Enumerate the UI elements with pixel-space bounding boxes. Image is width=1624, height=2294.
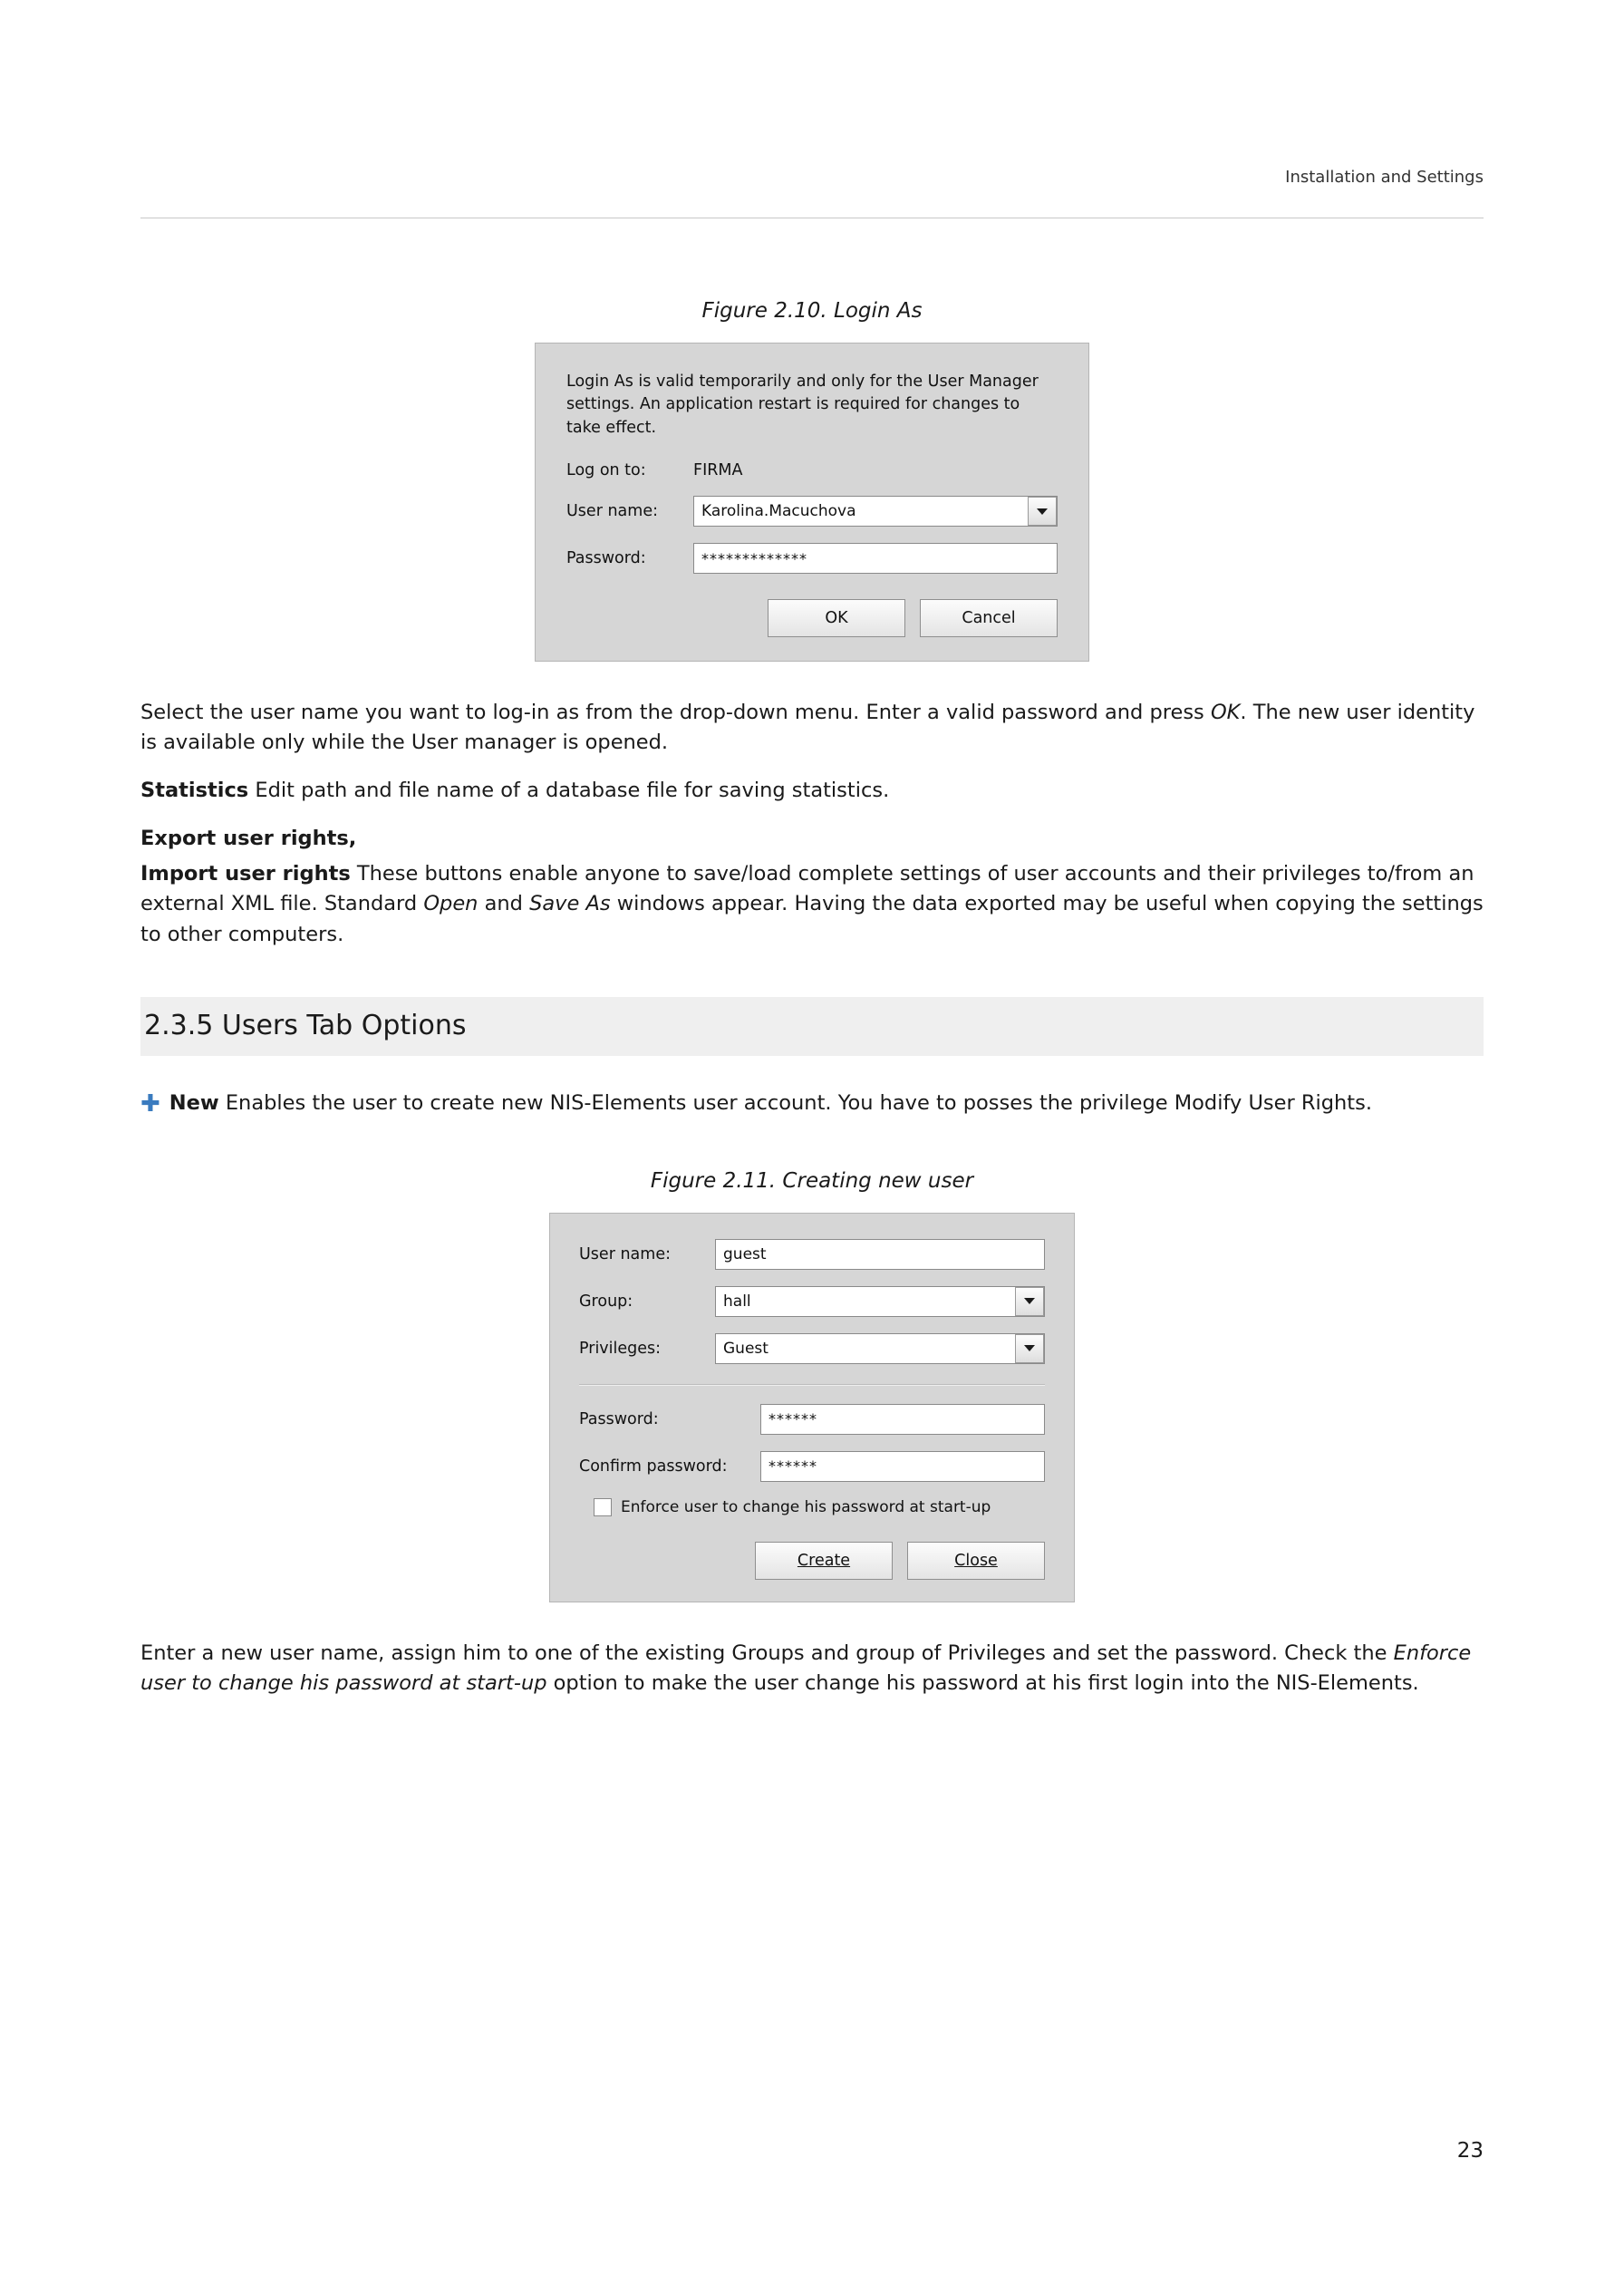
new-user-dialog — [549, 1213, 1075, 1602]
login-as-note: Login As is valid temporarily and only for the User Manager settings. An application restart is required for changes to take effect. — [566, 373, 1039, 437]
group-value: hall — [723, 1292, 751, 1311]
enforce-password-change-row[interactable] — [579, 1498, 1045, 1516]
confirm-password-value: ****** — [768, 1457, 817, 1476]
paragraph-export-label: Export user rights, — [140, 827, 357, 851]
close-button[interactable]: Close — [907, 1542, 1045, 1580]
login-as-dialog — [535, 343, 1089, 662]
password-row — [566, 543, 1058, 574]
login-as-buttons — [566, 599, 1058, 637]
confirm-password-row — [579, 1451, 1045, 1482]
new-password-label: Password: — [579, 1409, 659, 1428]
new-user-buttons — [579, 1542, 1045, 1580]
section-heading: 2.3.5 Users Tab Options — [140, 997, 1484, 1056]
log-on-to-row — [566, 461, 1058, 479]
new-user-name-value: guest — [723, 1244, 767, 1263]
enforce-password-change-label: Enforce user to change his password at start-up — [621, 1497, 991, 1516]
confirm-password-input[interactable] — [760, 1451, 1045, 1482]
new-password-row — [579, 1404, 1045, 1435]
group-label: Group: — [579, 1292, 633, 1311]
figure-caption-new-user: Figure 2.11. Creating new user — [650, 1168, 974, 1193]
confirm-password-label: Confirm password: — [579, 1457, 728, 1476]
paragraph-import: Import user rights These buttons enable anyone to save/load complete settings of user accounts and their privileges to/from an external XML file. Standard Open and Save As windows appear. Having the data exported may be useful when copying the settings to other computers. — [140, 862, 1484, 946]
new-user-name-input[interactable] — [715, 1239, 1045, 1270]
figure-new-user — [140, 1213, 1484, 1602]
privileges-label: Privileges: — [579, 1339, 662, 1358]
figure-caption-login-as: Figure 2.10. Login As — [701, 299, 923, 323]
user-name-combobox[interactable] — [693, 496, 1058, 527]
new-password-value: ****** — [768, 1410, 817, 1428]
privileges-row — [579, 1333, 1045, 1364]
plus-icon: ✚ — [140, 1089, 160, 1118]
password-input[interactable] — [693, 543, 1058, 574]
group-combobox[interactable] — [715, 1286, 1045, 1317]
enforce-password-change-checkbox[interactable] — [594, 1498, 612, 1516]
user-name-value: Karolina.Macuchova — [701, 502, 856, 521]
chevron-down-icon[interactable] — [1028, 497, 1057, 526]
page-number: 23 — [1456, 2139, 1484, 2163]
new-password-input[interactable] — [760, 1404, 1045, 1435]
paragraph-login-as: Select the user name you want to log-in as from the drop-down menu. Enter a valid password and press OK. The new user identity is available only while the User manager is opened. — [140, 701, 1475, 755]
ok-button[interactable]: OK — [768, 599, 905, 637]
new-user-name-row — [579, 1239, 1045, 1270]
user-name-row — [566, 496, 1058, 527]
log-on-to-label: Log on to: — [566, 461, 646, 480]
page-content — [140, 272, 1484, 1717]
new-user-name-label: User name: — [579, 1244, 671, 1263]
paragraph-new-user: Enter a new user name, assign him to one of the existing Groups and group of Privileges and set the password. Check the Enforce user to change his password at start-up option to make the user change his password at his first login into the NIS-Elements. — [140, 1641, 1472, 1695]
log-on-to-value: FIRMA — [693, 461, 743, 480]
password-value: ************* — [701, 549, 807, 567]
group-row — [579, 1286, 1045, 1317]
paragraph-new-button: ✚ New Enables the user to create new NIS-Elements user account. You have to posses the privilege Modify User Rights. — [140, 1089, 1373, 1118]
create-button[interactable]: Create — [755, 1542, 893, 1580]
user-name-label: User name: — [566, 502, 658, 521]
cancel-button[interactable]: Cancel — [920, 599, 1058, 637]
paragraph-statistics: Statistics Edit path and file name of a database file for saving statistics. — [140, 779, 890, 803]
running-header: Installation and Settings — [1285, 168, 1484, 187]
chevron-down-icon[interactable] — [1015, 1334, 1044, 1363]
chevron-down-icon[interactable] — [1015, 1287, 1044, 1316]
privileges-value: Guest — [723, 1339, 768, 1358]
figure-login-as — [140, 343, 1484, 662]
dialog-divider — [579, 1384, 1045, 1386]
privileges-combobox[interactable] — [715, 1333, 1045, 1364]
password-label: Password: — [566, 549, 646, 568]
